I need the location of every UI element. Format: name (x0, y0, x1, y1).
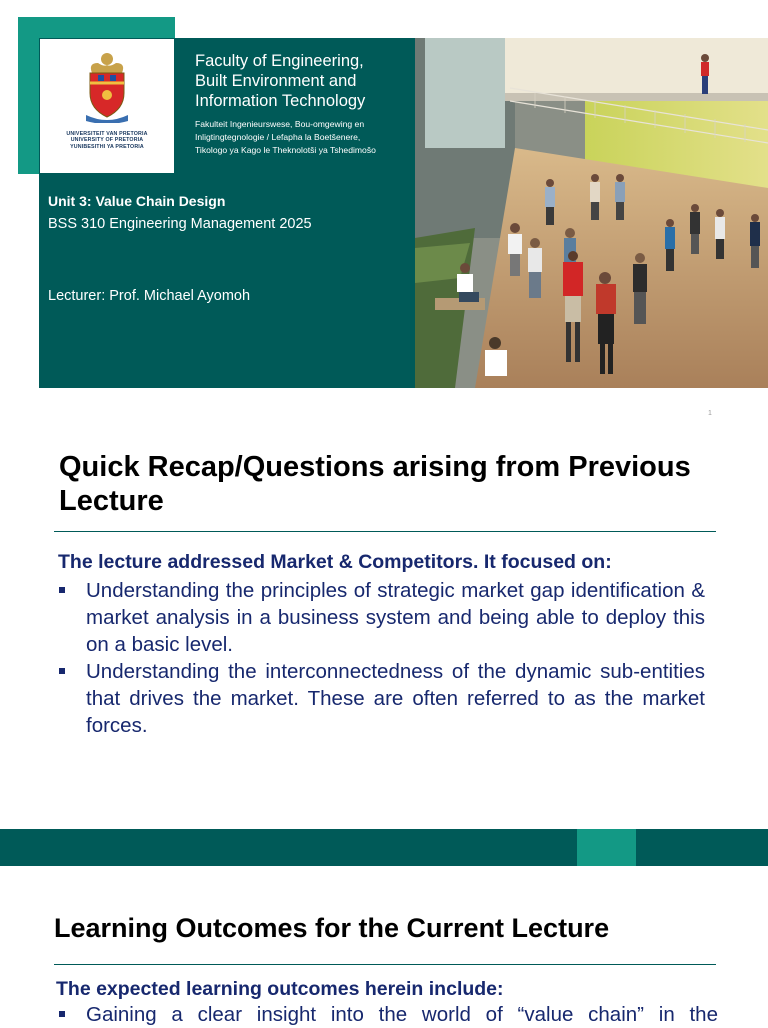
header-band-accent (577, 829, 636, 866)
university-crest-icon (84, 51, 130, 123)
campus-atrium-photo (415, 38, 768, 388)
recap-bullet-list (58, 577, 705, 739)
course-name: BSS 310 Engineering Management 2025 (48, 216, 312, 232)
faculty-title: Faculty of Engineering, Built Environment and Information Technology (195, 52, 366, 110)
slide-header-band (0, 829, 768, 866)
list-item: Gaining a clear insight into the world of “value chain” in the (58, 1001, 718, 1028)
lecturer-name: Lecturer: Prof. Michael Ayomoh (48, 288, 251, 304)
recap-intro: The lecture addressed Market & Competitors. It focused on: (58, 551, 612, 573)
title-divider (54, 964, 716, 965)
unit-title: Unit 3: Value Chain Design (48, 193, 226, 209)
title-divider (54, 531, 716, 532)
logo-wordmark: UNIVERSITEIT VAN PRETORIA UNIVERSITY OF PRETORIA YUNIBESITHI YA PRETORIA (66, 131, 148, 150)
faculty-subtitle: Fakulteit Ingenieurswese, Bou-omgewing en Inligtingtegnologie / Lefapha la Boetšenere, Tikologo ya Kago le Theknolotši ya Tshedimošo (195, 119, 376, 155)
recap-slide-title: Quick Recap/Questions arising from Previous Lecture (59, 451, 691, 517)
slide-number: 1 (708, 410, 712, 417)
learning-outcomes-intro: The expected learning outcomes herein include: (56, 978, 504, 1000)
list-item: Understanding the interconnectedness of the dynamic sub-entities that drives the market. These are often referred to as the market forces. (58, 658, 705, 739)
list-item: Understanding the principles of strategic market gap identification & market analysis in a business system and being able to deploy this on a basic level. (58, 577, 705, 658)
university-logo (40, 39, 174, 173)
learning-outcomes-title: Learning Outcomes for the Current Lecture (54, 913, 610, 943)
